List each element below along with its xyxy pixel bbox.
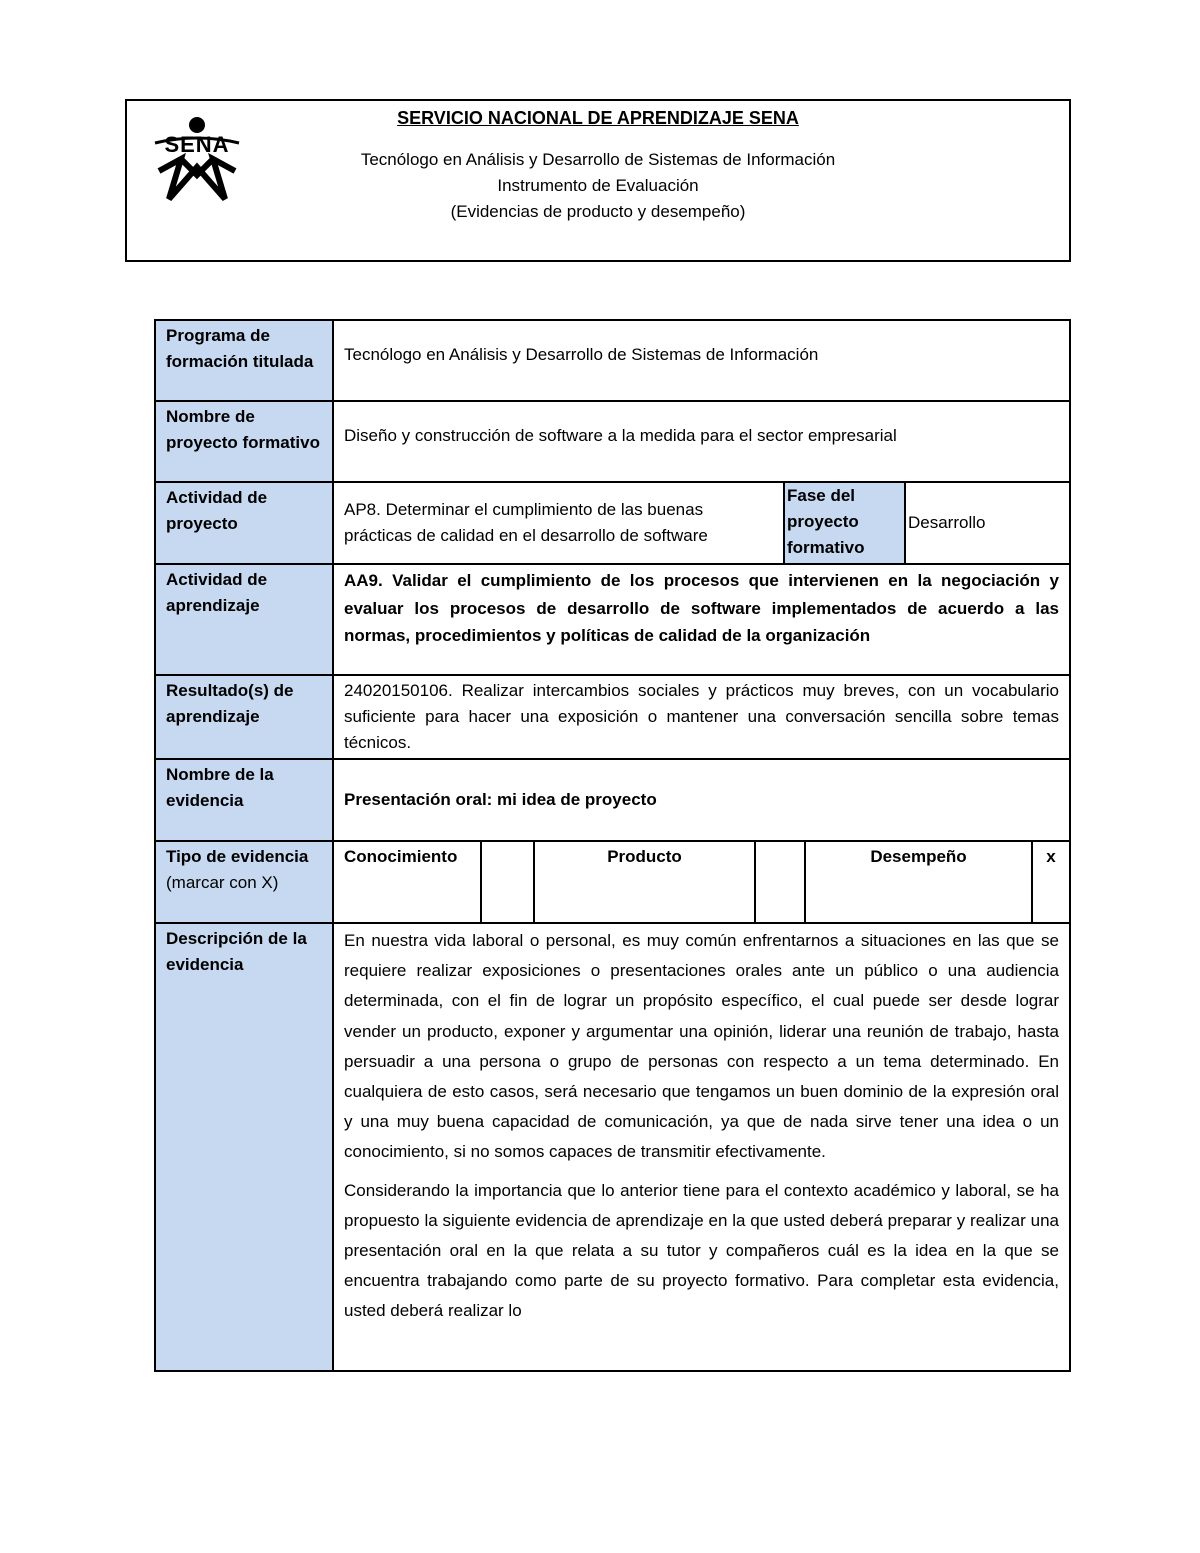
- row-tipo: [155, 841, 1070, 923]
- label-actividad-proyecto: Actividad de proyecto: [155, 482, 333, 564]
- label-descripcion: Descripción de la evidencia: [155, 923, 333, 1371]
- row-descripcion: [155, 923, 1070, 1371]
- label-tipo-note: (marcar con X): [166, 873, 279, 892]
- row-resultado: [155, 675, 1070, 759]
- label-programa: Programa de formación titulada: [155, 320, 333, 401]
- institution-title: SERVICIO NACIONAL DE APRENDIZAJE SENA: [397, 108, 799, 128]
- value-actividad-proyecto: AP8. Determinar el cumplimiento de las buenas prácticas de calidad en el desarrollo de software: [344, 500, 708, 545]
- evidence-subtitle: (Evidencias de producto y desempeño): [450, 202, 746, 221]
- value-fase: Desarrollo: [905, 483, 1069, 563]
- row-proyecto: [155, 401, 1070, 482]
- descripcion-paragraph-1: En nuestra vida laboral o personal, es muy común enfrentarnos a situaciones en las que se requiere realizar exposiciones o presentaciones orales ante un público o una audiencia determinada, con el fin de lograr un propósito específico, el cual puede ser desde lograr vender un producto, exponer y argumentar una opinión, liderar una reunión de trabajo, hasta persuadir a una persona o grupo de personas con respecto a un tema determinado. En cualquiera de esto casos, será necesario que tengamos un buen dominio de la expresión oral y una muy buena capacidad de comunicación, ya que de nada sirve tener una idea o un conocimiento, si no somos capaces de transmitir efectivamente.: [344, 931, 1059, 1162]
- tipo-conocimiento: Conocimiento: [344, 847, 458, 866]
- value-proyecto: Diseño y construcción de software a la medida para el sector empresarial: [333, 401, 1070, 482]
- value-programa: Tecnólogo en Análisis y Desarrollo de Sistemas de Información: [333, 320, 1070, 401]
- value-resultado: 24020150106. Realizar intercambios sociales y prácticos muy breves, con un vocabulario suficiente para hacer una exposición o mantener una conversación sencilla sobre temas técnicos.: [333, 675, 1070, 759]
- label-actividad-aprendizaje: Actividad de aprendizaje: [155, 564, 333, 675]
- program-subtitle: Tecnólogo en Análisis y Desarrollo de Sistemas de Información: [360, 150, 836, 169]
- tipo-desempeno-checkbox[interactable]: x: [1032, 842, 1069, 922]
- value-descripcion: [333, 923, 1070, 1371]
- value-actividad-aprendizaje: AA9. Validar el cumplimiento de los procesos que intervienen en la negociación y evaluar los procesos de desarrollo de software implementados de acuerdo a las normas, procedimientos y políticas de calidad de la organización: [333, 564, 1070, 675]
- row-programa: [155, 320, 1070, 401]
- evaluation-table: [154, 319, 1071, 1372]
- document-header: [125, 99, 1071, 262]
- tipo-conocimiento-checkbox[interactable]: [481, 842, 534, 922]
- label-proyecto: Nombre de proyecto formativo: [155, 401, 333, 482]
- row-evidencia: [155, 759, 1070, 841]
- row-actividad-proyecto: [155, 482, 1070, 564]
- instrument-subtitle: Instrumento de Evaluación: [497, 176, 699, 195]
- tipo-producto-checkbox[interactable]: [755, 842, 805, 922]
- descripcion-paragraph-2: Considerando la importancia que lo anterior tiene para el contexto académico y laboral, se ha propuesto la siguiente evidencia de aprendizaje en la que usted deberá preparar y realizar una presentación oral en la que relata a su tutor y compañeros cuál es la idea en la que se encuentra trabajando como parte de su proyecto formativo. Para completar esta evidencia, usted deberá realizar lo: [344, 1180, 1059, 1321]
- value-evidencia: Presentación oral: mi idea de proyecto: [333, 759, 1070, 841]
- label-tipo: [155, 841, 333, 923]
- label-resultado: Resultado(s) de aprendizaje: [155, 675, 333, 759]
- row-actividad-aprendizaje: [155, 564, 1070, 675]
- tipo-desempeno: Desempeño: [805, 842, 1032, 922]
- label-tipo-text: Tipo de evidencia: [166, 847, 309, 866]
- label-evidencia: Nombre de la evidencia: [155, 759, 333, 841]
- tipo-producto: Producto: [534, 842, 755, 922]
- sena-logo-text: SENA: [164, 132, 230, 157]
- label-fase: Fase del proyecto formativo: [784, 483, 905, 563]
